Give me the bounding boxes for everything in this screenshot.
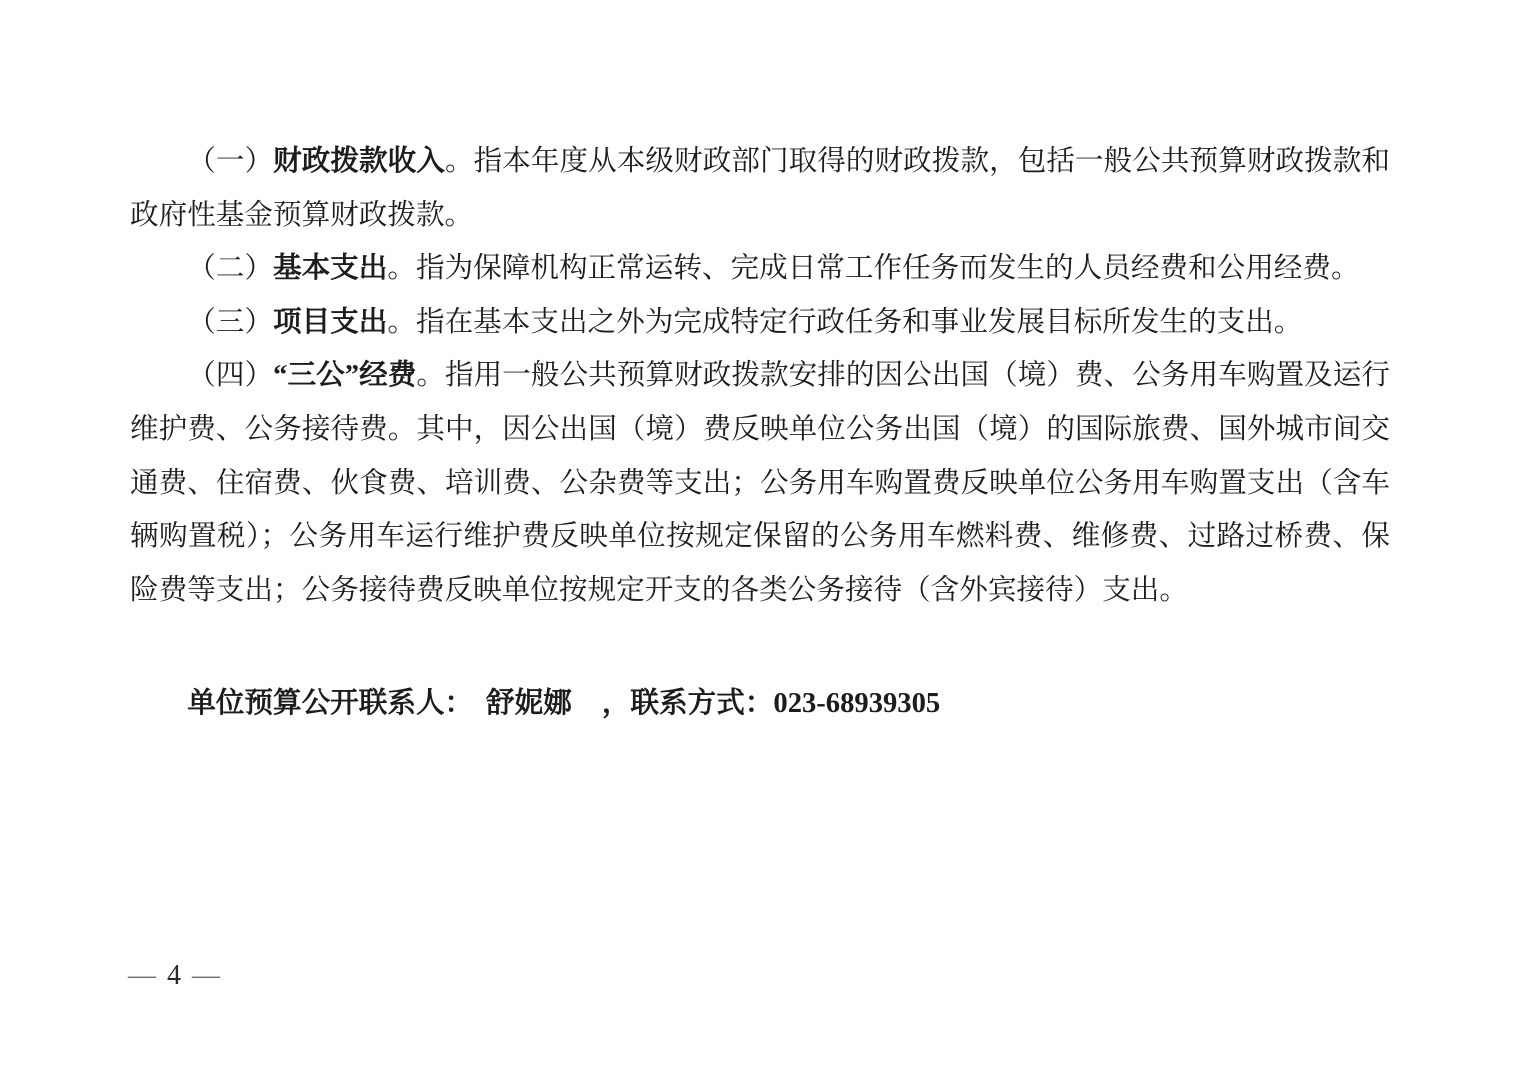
contact-phone-number: 023-68939305 <box>773 688 941 720</box>
paragraph-project-expenditure <box>130 296 1390 350</box>
footer-dash-right: — <box>192 960 220 991</box>
defined-term: 项目支出 <box>272 306 388 338</box>
list-marker: （一） <box>187 146 274 177</box>
paragraph-text: 。指为保障机构正常运转、完成日常工作任务而发生的人员经费和公用经费。 <box>387 253 1360 285</box>
list-marker: （二） <box>187 253 273 285</box>
paragraph-text: 。指本年度从本级财政部门取得的财政拨款，包括一般公共预算财政拨款和政府性基金预算财政拨款。 <box>130 146 1390 231</box>
list-marker: （四） <box>187 360 274 392</box>
paragraph-basic-expenditure <box>130 242 1390 296</box>
defined-term: 财政拨款收入 <box>273 146 445 177</box>
paragraph-text: 。指用一般公共预算财政拨款安排的因公出国（境）费、公务用车购置及运行维护费、公务接待费。其中，因公出国（境）费反映单位公务出国（境）的国际旅费、国外城市间交通费、住宿费、伙食费、培训费、公杂费等支出；公务用车购置费反映单位公务用车购置支出（含车辆购置税）；公务用车运行维护费反映单位按规定保留的公务用车燃料费、维修费、过路过桥费、保险费等支出；公务接待费反映单位按规定开支的各类公务接待（含外宾接待）支出。 <box>130 360 1390 606</box>
document-body <box>130 135 1390 731</box>
page-footer <box>128 958 220 994</box>
footer-dash-left: — <box>128 960 156 991</box>
contact-method-label: ，联系方式： <box>601 688 774 720</box>
page-number: 4 <box>167 960 181 991</box>
contact-label: 单位预算公开联系人： <box>187 688 474 720</box>
paragraph-text: 。指在基本支出之外为完成特定行政任务和事业发展目标所发生的支出。 <box>387 306 1303 338</box>
contact-line <box>130 677 1390 731</box>
list-marker: （三） <box>187 306 273 338</box>
contact-person-name: 舒妮娜 <box>486 688 572 720</box>
defined-term: 基本支出 <box>272 253 388 285</box>
paragraph-fiscal-appropriation-income <box>130 135 1390 242</box>
paragraph-three-public-expenses <box>130 349 1390 617</box>
defined-term: “三公”经费 <box>273 360 417 392</box>
